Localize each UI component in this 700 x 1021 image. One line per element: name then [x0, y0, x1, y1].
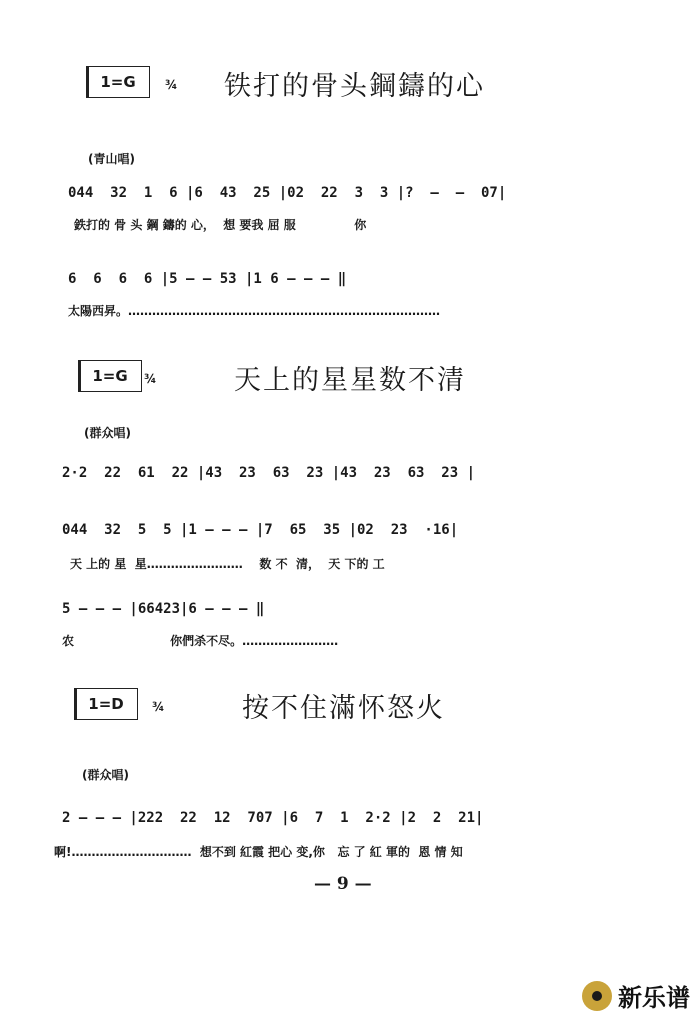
song-title: 按不住滿怀怒火: [242, 693, 445, 724]
lyrics-line: 啊!………………………… 想不到 紅霞 把心 变,你 忘 了 紅 軍的 恩 情 知: [54, 845, 463, 859]
page-number: — 9 —: [314, 874, 372, 894]
logo-text: 新乐谱: [618, 984, 690, 1012]
lyrics-line: 农 你們杀不尽。……………………: [62, 634, 339, 648]
lyrics-line: 太陽西昇。……………………………………………………………………: [68, 304, 441, 318]
song-title: 铁打的骨头鋼鑄的心: [224, 71, 485, 102]
site-logo: [582, 978, 690, 1013]
time-signature: ¾: [152, 700, 165, 714]
lyrics-line: 天 上的 星 星…………………… 数 不 清， 天 下的 工: [70, 557, 385, 571]
notation-line: 044 32 1 6 |6 43 25 |02 22 3 3 |? — — 07|: [68, 185, 507, 201]
time-signature: ¾: [144, 372, 157, 386]
key-signature-box: 1=G: [86, 66, 150, 98]
singer-label: (群众唱): [84, 426, 131, 440]
notation-line: 5 — — — |66423|6 — — — ‖: [62, 601, 265, 617]
key-signature-box: 1=D: [74, 688, 138, 720]
music-disc-icon: [582, 981, 612, 1011]
key-signature-box: 1=G: [78, 360, 142, 392]
notation-line: 6 6 6 6 |5 — — 53 |1 6 — — — ‖: [68, 271, 347, 287]
time-signature: ¾: [165, 78, 178, 92]
song-title: 天上的星星数不清: [234, 365, 466, 396]
notation-line: 044 32 5 5 |1 — — — |7 65 35 |02 23 ·16|: [62, 522, 459, 538]
notation-line: 2·2 22 61 22 |43 23 63 23 |43 23 63 23 |: [62, 465, 476, 481]
lyrics-line: 鉄打的 骨 头 鋼 鑄的 心， 想 要我 屈 服 你: [74, 218, 367, 232]
singer-label: (青山唱): [88, 152, 135, 166]
singer-label: (群众唱): [82, 768, 129, 782]
notation-line: 2 — — — |222 22 12 707 |6 7 1 2·2 |2 2 21|: [62, 810, 484, 826]
